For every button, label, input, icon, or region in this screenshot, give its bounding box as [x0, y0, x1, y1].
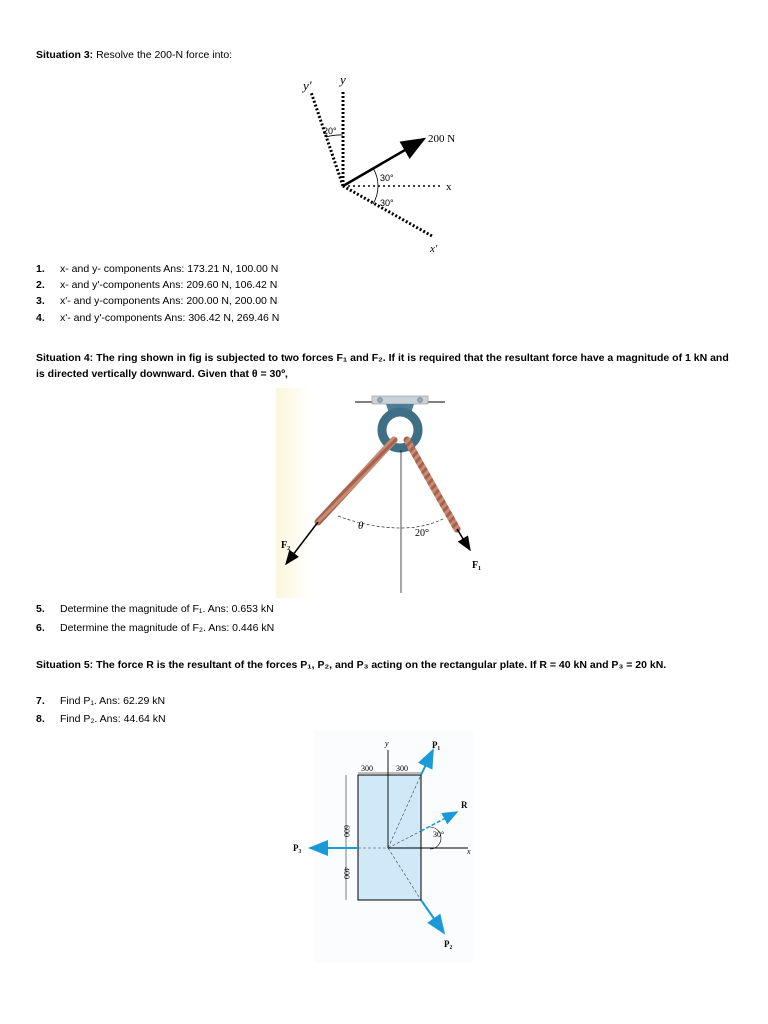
question-4: 4. x'- and y'-components Ans: 306.42 N, 269.46 N — [36, 312, 280, 324]
situation-5-text: The force R is the resultant of the forces P₁, P₂, and P₃ acting on the rectangular plate. If R = 40 kN and P₃ = 20 kN. — [93, 659, 667, 671]
x-label: x — [446, 181, 452, 193]
x-label: x — [467, 847, 471, 856]
y-prime-label: y' — [303, 78, 312, 93]
question-7: 7. Find P₁. Ans: 62.29 kN — [36, 695, 166, 707]
angle-arc — [338, 516, 445, 528]
dim-right-label: 300 — [396, 764, 408, 773]
rope-f1 — [407, 440, 457, 529]
ring-background — [276, 388, 310, 598]
f1-label: F₁ — [472, 560, 482, 571]
ring-diagram — [0, 388, 768, 608]
angle-top-label: 20° — [323, 126, 337, 136]
question-1: 1. x- and y- components Ans: 173.21 N, 100.00 N — [36, 263, 279, 275]
f2-label: F₂ — [281, 540, 291, 551]
question-3: 3. x'- and y-components Ans: 200.00 N, 200.00 N — [36, 295, 278, 307]
angle-arc-upper — [373, 168, 378, 186]
p2-label: P₂ — [444, 939, 453, 949]
situation-4-label: Situation 4: — [36, 352, 94, 364]
question-2: 2. x- and y'-components Ans: 209.60 N, 106.42 N — [36, 279, 278, 291]
f1-arrow — [457, 529, 470, 550]
situation-3-diagram — [0, 0, 768, 260]
question-5: 5. Determine the magnitude of F₁. Ans: 0.653 kN — [36, 603, 274, 615]
rectangular-plate — [358, 775, 421, 900]
situation-5-label: Situation 5: — [36, 659, 94, 671]
x-prime-label: x' — [430, 243, 438, 255]
theta-label: θ — [358, 520, 364, 532]
plate-diagram — [0, 730, 768, 970]
situation-5-heading — [36, 658, 666, 672]
angle-30-label: 30° — [433, 830, 445, 839]
y-label: y — [340, 72, 346, 87]
situation-4-text: The ring shown in fig is subjected to two forces F₁ and F₂. If it is required that the resultant force have a magnitude of 1 kN and is directed vertically downward. Given that θ = 30º, — [36, 352, 729, 380]
angle-20-label: 20° — [415, 528, 429, 539]
rope-f2 — [318, 440, 394, 522]
dim-left-label: 300 — [361, 764, 373, 773]
situation-4-heading — [36, 350, 736, 382]
x-prime-axis — [343, 186, 432, 236]
force-label: 200 N — [428, 133, 456, 145]
situation-3-text: Resolve the 200-N force into: — [93, 49, 233, 61]
dim-400-label: 400 — [342, 867, 351, 879]
question-6: 6. Determine the magnitude of F₂. Ans: 0.446 kN — [36, 622, 275, 634]
p1-label: P₁ — [432, 740, 441, 750]
r-label: R — [461, 800, 468, 810]
dim-600-label: 600 — [342, 825, 351, 837]
angle-upper-label: 30° — [380, 173, 394, 183]
situation-3-label: Situation 3: — [36, 49, 94, 61]
question-8: 8. Find P₂. Ans: 44.64 kN — [36, 713, 166, 725]
angle-lower-label: 30° — [380, 198, 394, 208]
y-prime-axis — [311, 92, 343, 186]
y-label: y — [385, 739, 389, 748]
angle-arc-lower — [373, 186, 378, 204]
bolt-left — [378, 398, 383, 403]
p3-label: P₃ — [293, 843, 302, 853]
bolt-right — [418, 398, 423, 403]
